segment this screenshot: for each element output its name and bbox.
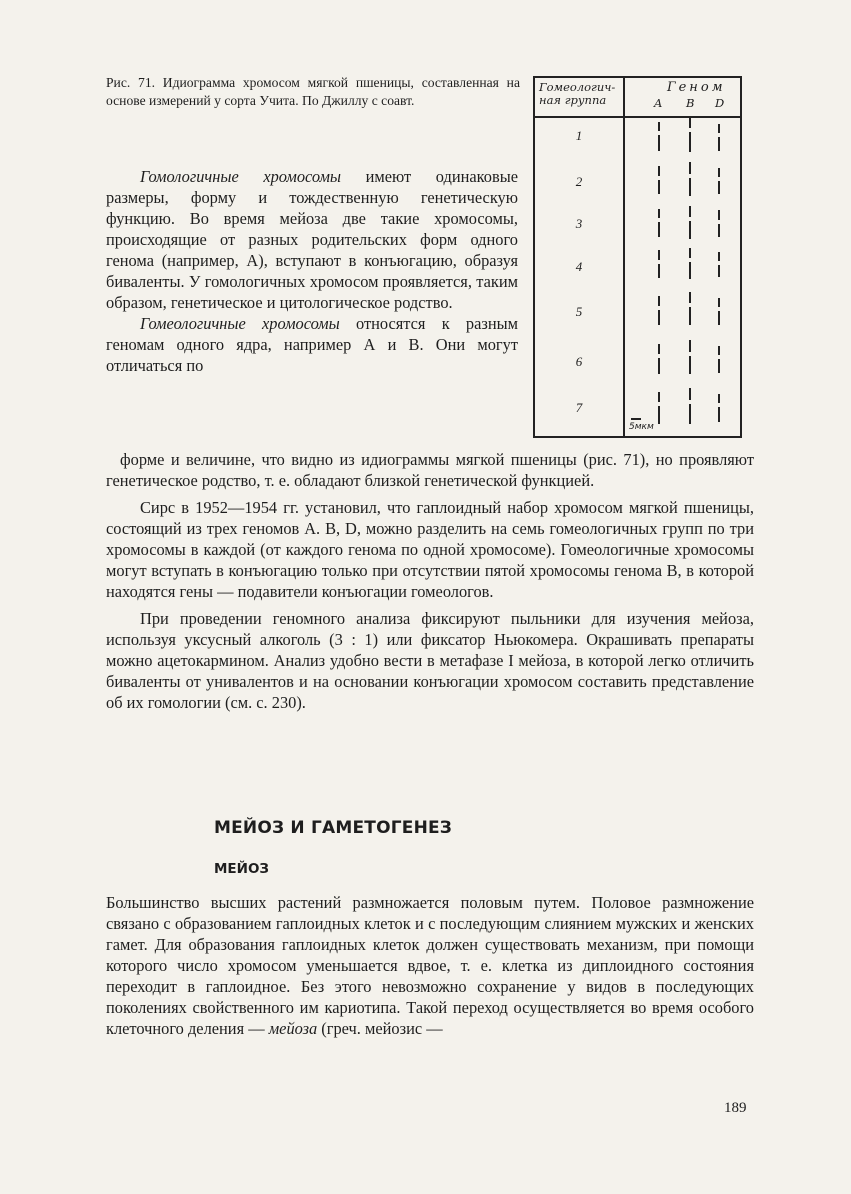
group-label-5: 5 — [575, 304, 583, 319]
paragraph-meiosis — [106, 892, 754, 1039]
paragraph-homeologous — [106, 313, 518, 376]
group-label-1: 1 — [575, 128, 583, 143]
term-homeologous: Гомеологичные хромосомы — [140, 314, 340, 333]
term-homologous: Гомологичные хромосомы — [140, 167, 342, 186]
column-divider — [623, 78, 625, 436]
page-number: 189 — [724, 1100, 747, 1116]
paragraph-text: относятся к разным геномам одного ядра, например А и В. Они могут отличаться по — [106, 314, 518, 375]
paragraph-genome-analysis: При проведении геномного анализа фиксируют пыльники для изучения мейоза, используя уксусный алкоголь (3 : 1) или фиксатор Ньюкомера. Окрашивать препараты можно ацетокармином. Анализ удобно вести в метафазе I мейоза, в которой легко отличить биваленты от унивалентов и на основании конъюгации хромосом составить представление об их гомологии (см. с. 230). — [106, 609, 754, 712]
text-column-narrow — [106, 166, 518, 376]
paragraph-homeologous-cont: форме и величине, что видно из идиограммы мягкой пшеницы (рис. 71), но проявляют генетическое родство, т. е. обладают близкой генетической функцией. — [106, 450, 754, 490]
figure-caption: Рис. 71. Идиограмма хромосом мягкой пшеницы, составленная на основе измерений у сорта Учита. По Джиллу с соавт. — [106, 75, 520, 108]
paragraph-text: имеют одинаковые размеры, форму и тождественную генетическую функцию. Во время мейоза две такие хромосомы, происходящие от разных родительских форм одного генома (например, А), вступают в конъюгацию, образуя биваленты. У гомологичных хромосом проявляется, таким образом, генетическое и цитологическое родство. — [106, 167, 518, 312]
subsection-heading: МЕЙОЗ — [214, 861, 270, 877]
paragraph-homologous — [106, 166, 518, 313]
scale-label: 5мкм — [629, 422, 654, 432]
genome-label-a: A — [654, 96, 663, 110]
genome-label-b: B — [686, 96, 695, 110]
header-group: Гомеологич-ная группа — [539, 80, 616, 107]
header-genome: Геном — [667, 80, 726, 95]
idiogram-figure — [533, 76, 742, 438]
genome-label-d: D — [715, 96, 725, 110]
group-label-2: 2 — [575, 174, 583, 189]
group-label-6: 6 — [575, 354, 583, 369]
group-label-3: 3 — [575, 216, 583, 231]
group-label-4: 4 — [575, 259, 583, 274]
group-label-7: 7 — [575, 400, 583, 415]
text-column-wide — [106, 449, 754, 713]
scale-bar — [631, 418, 641, 420]
paragraph-text: (греч. мейозис — — [317, 1019, 443, 1038]
paragraph-sears: Сирс в 1952—1954 гг. установил, что гаплоидный набор хромосом мягкой пшеницы, состоящий из трех геномов А. В, D, можно разделить на семь гомеологичных групп по три хромосомы в каждой (от каждого генома по одной хромосоме). Гомеологичные хромосомы могут вступать в конъюгацию только при отсутствии пятой хромосомы генома В, в которой находятся гены — подавители конъюгации гомеологов. — [106, 498, 754, 601]
paragraph-text: Большинство высших растений размножается половым путем. Половое размножение связано с образованием гаплоидных клеток и с последующим слиянием мужских и женских гамет. Для образования гаплоидных клеток должен существовать механизм, при помощи которого число хромосом уменьшается вдвое, т. е. клетка из диплоидного состояния переходит в гаплоидное. Без этого невозможно сохранение у видов в последующих поколениях свойственного им кариотипа. Такой переход осуществляется во время особого клеточного деления — — [106, 893, 754, 1038]
section-heading: МЕЙОЗ И ГАМЕТОГЕНЕЗ — [214, 818, 453, 838]
term-meiosis: мейоза — [268, 1019, 318, 1038]
